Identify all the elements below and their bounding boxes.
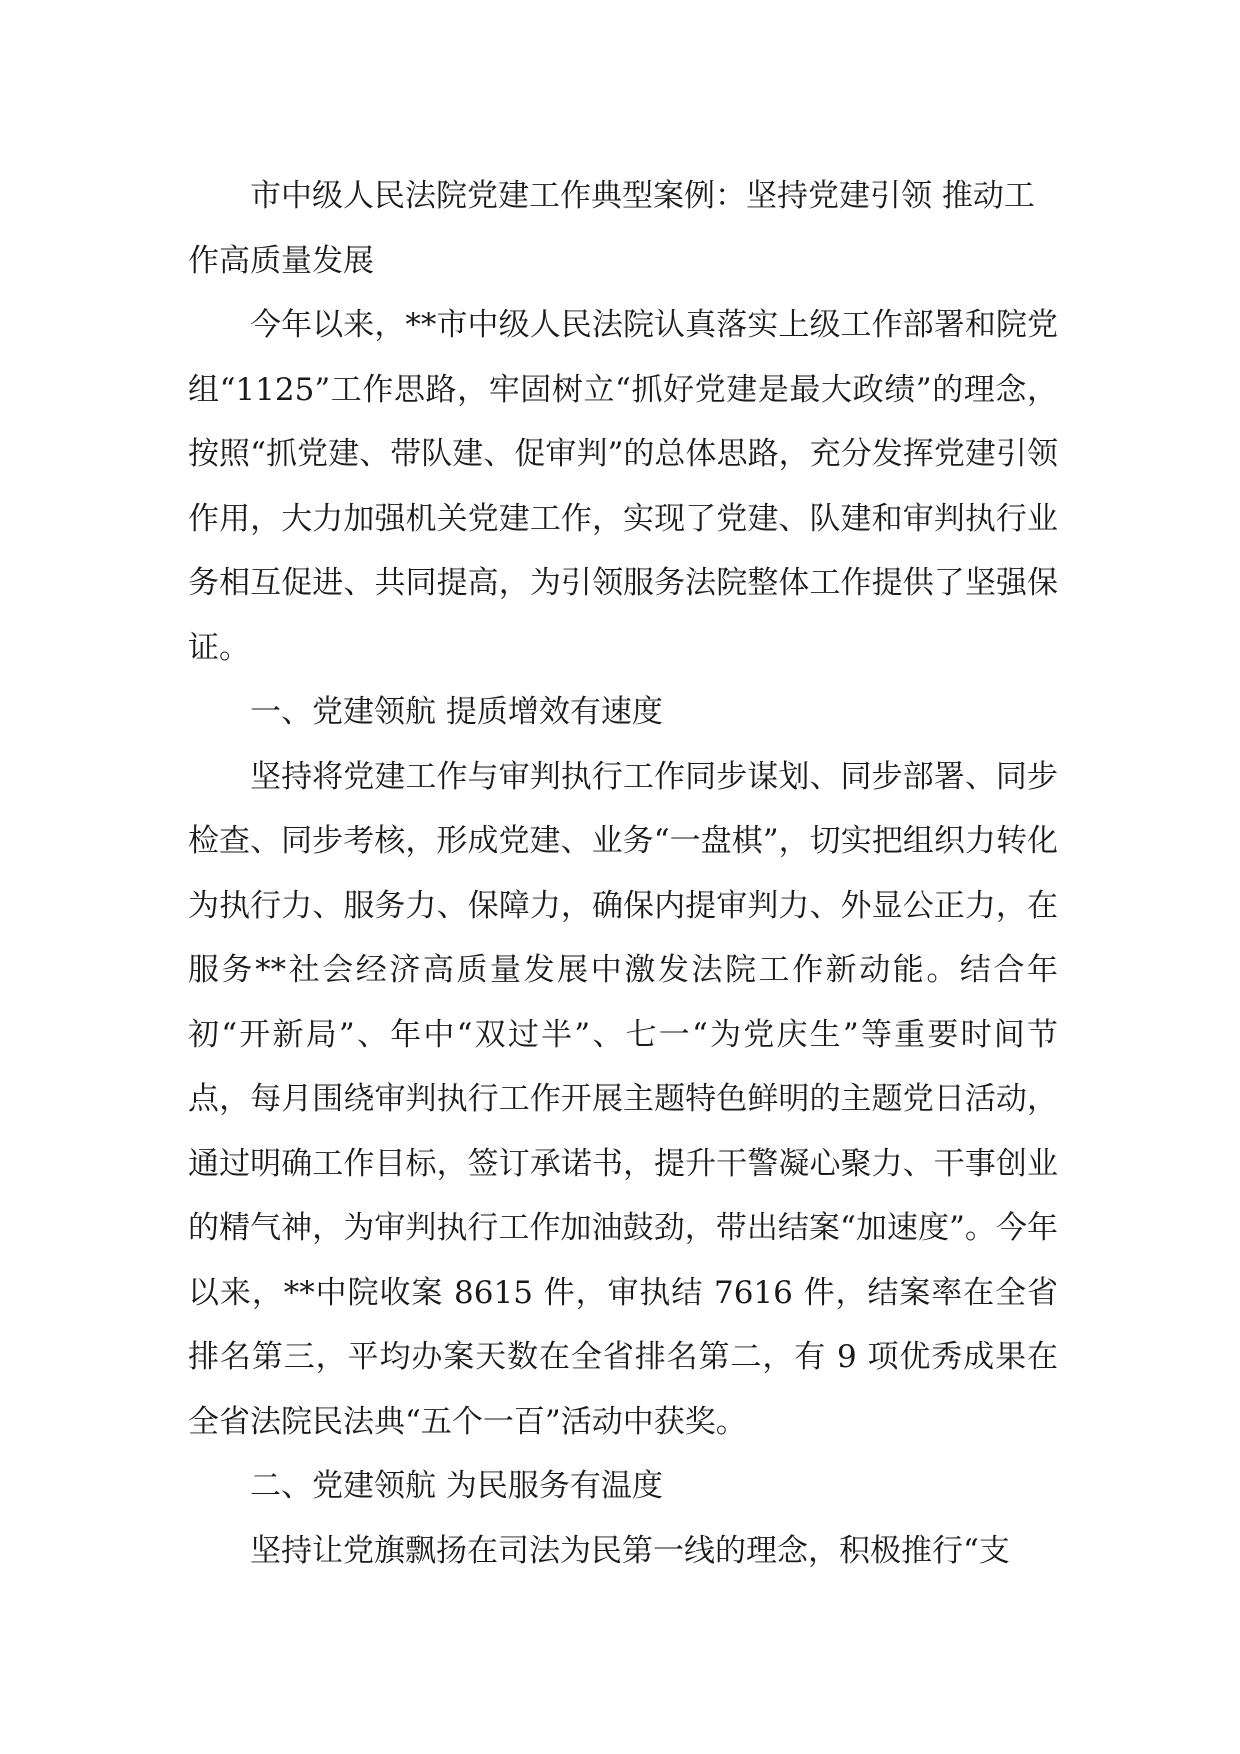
section-1-heading: 一、党建领航 提质增效有速度 [250,694,663,730]
intro-paragraph: 今年以来，**市中级人民法院认真落实上级工作部署和院党组“1125”工作思路，牢固树立“抓好党建是最大政绩”的理念，按照“抓党建、带队建、促审判”的总体思路，充分发挥党建引领作用，大力加强机关党建工作，实现了党建、队建和审判执行业务相互促进、共同提高，为引领服务法院整体工作提供了坚强保证。 [188,307,1058,666]
document-title: 市中级人民法院党建工作典型案例：坚持党建引领 推动工作高质量发展 [188,178,1035,279]
section-1-paragraph: 坚持将党建工作与审判执行工作同步谋划、同步部署、同步检查、同步考核，形成党建、业务“一盘棋”，切实把组织力转化为执行力、服务力、保障力，确保内提审判力、外显公正力，在服务**社会经济高质量发展中激发法院工作新动能。结合年初“开新局”、年中“双过半”、七一“为党庆生”等重要时间节点，每月围绕审判执行工作开展主题特色鲜明的主题党日活动，通过明确工作目标，签订承诺书，提升干警凝心聚力、干事创业的精气神，为审判执行工作加油鼓劲，带出结案“加速度”。今年以来，**中院收案 8615 件，审执结 7616 件，结案率在全省排名第三，平均办案天数在全省排名第二，有 9 项优秀成果在全省法院民法典“五个一百”活动中获奖。 [188,758,1058,1440]
section-2-paragraph: 坚持让党旗飘扬在司法为民第一线的理念，积极推行“支 [250,1532,1010,1569]
document-body [188,164,1058,1583]
section-2-heading: 二、党建领航 为民服务有温度 [250,1468,663,1504]
